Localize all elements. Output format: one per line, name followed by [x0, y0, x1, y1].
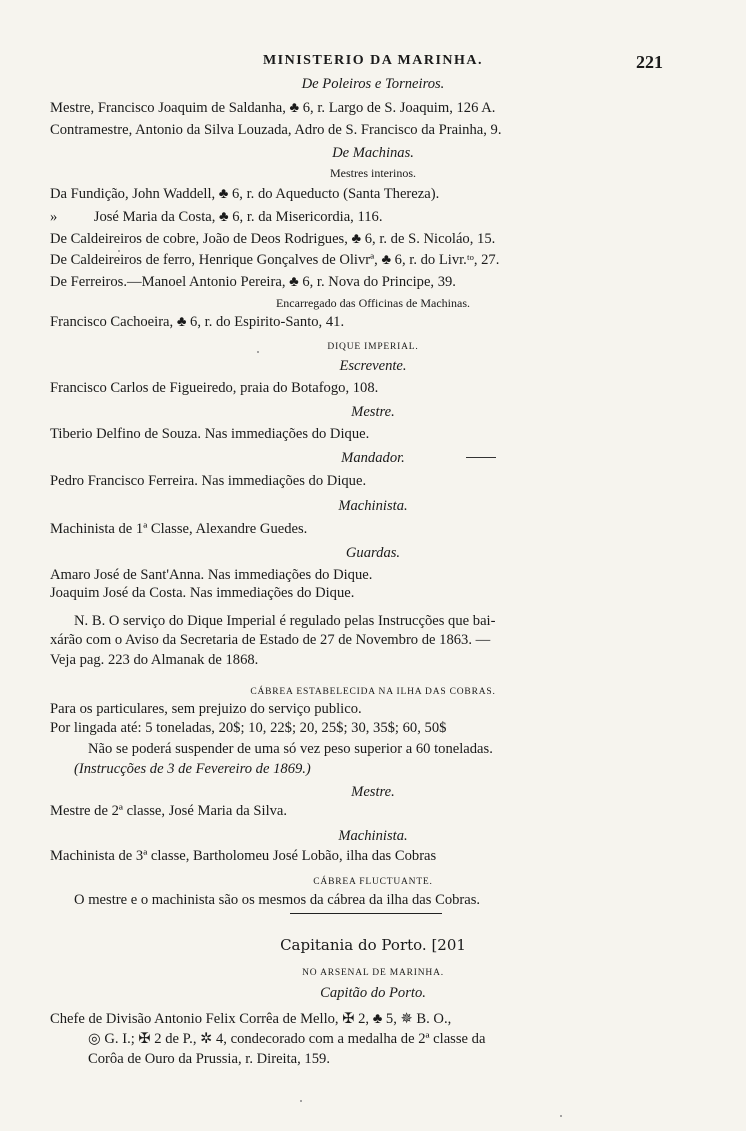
section-heading: CÁBREA ESTABELECIDA NA ILHA DAS COBRAS.: [250, 687, 496, 697]
text-line: Para os particulares, sem prejuizo do serviço publico.: [50, 701, 362, 717]
section-heading: De Poleiros e Torneiros.: [301, 76, 445, 92]
text-line: Da Fundição, John Waddell, ♣ 6, r. do Aqueducto (Santa Thereza).: [50, 186, 440, 202]
text-line: Pedro Francisco Ferreira. Nas immediações do Dique.: [50, 473, 367, 489]
text-line: Corôa de Ouro da Prussia, r. Direita, 159.: [88, 1051, 330, 1067]
role-heading: Guardas.: [345, 545, 401, 561]
note-line: xárão com o Aviso da Secretaria de Estado de 27 de Novembro de 1863. —: [50, 632, 491, 648]
text-line: O mestre e o machinista são os mesmos da cábrea da ilha das Cobras.: [74, 892, 481, 908]
role-heading: Mestre.: [351, 784, 395, 800]
text-line: Não se poderá suspender de uma só vez peso superior a 60 toneladas.: [88, 741, 493, 757]
role-heading: Capitão do Porto.: [320, 985, 426, 1001]
text-line: De Caldeireiros de cobre, João de Deos Rodrigues, ♣ 6, r. de S. Nicoláo, 15.: [50, 231, 496, 247]
text-line: Contramestre, Antonio da Silva Louzada, Adro de S. Francisco da Prainha, 9.: [50, 122, 502, 138]
text-line: (Instrucções de 3 de Fevereiro de 1869.): [74, 761, 311, 777]
role-heading: Machinista.: [338, 498, 408, 514]
text-line: Chefe de Divisão Antonio Felix Corrêa de Mello, ✠ 2, ♣ 5, ✵ B. O.,: [50, 1011, 452, 1027]
text-line: Francisco Cachoeira, ♣ 6, r. do Espirito-Santo, 41.: [50, 314, 345, 330]
role-heading: Mandador.: [341, 450, 405, 466]
role-heading: Escrevente.: [339, 358, 407, 374]
text-line: ◎ G. I.; ✠ 2 de P., ✲ 4, condecorado com a medalha de 2ª classe da: [88, 1031, 486, 1047]
section-rule: [290, 913, 442, 914]
text-line: Francisco Carlos de Figueiredo, praia do Botafogo, 108.: [50, 380, 379, 396]
page-number: 221: [636, 52, 663, 72]
role-heading: Mestre.: [351, 404, 395, 420]
paper-speck: [257, 351, 259, 353]
text-line: Joaquim José da Costa. Nas immediações do Dique.: [50, 585, 355, 601]
paper-speck: [300, 1100, 302, 1102]
section-heading: DIQUE IMPERIAL.: [327, 342, 419, 352]
text-line: Por lingada até: 5 toneladas, 20$; 10, 22$; 20, 25$; 30, 35$; 60, 50$: [50, 720, 447, 736]
note-line: Veja pag. 223 do Almanak de 1868.: [50, 652, 259, 668]
text-line: De Ferreiros.—Manoel Antonio Pereira, ♣ 6, r. Nova do Principe, 39.: [50, 274, 456, 290]
paper-speck: [560, 1115, 562, 1117]
text-line: Mestre de 2ª classe, José Maria da Silva.: [50, 803, 288, 819]
section-heading: CÁBREA FLUCTUANTE.: [313, 877, 433, 887]
text-line: Tiberio Delfino de Souza. Nas immediações do Dique.: [50, 426, 370, 442]
running-header: MINISTERIO DA MARINHA.: [262, 53, 484, 68]
role-heading: Machinista.: [338, 828, 408, 844]
paper-speck: [118, 250, 120, 252]
chapter-heading: Capitania do Porto. [201: [280, 936, 466, 954]
subheading: Encarregado das Officinas de Machinas.: [275, 296, 471, 310]
text-line: Mestre, Francisco Joaquim de Saldanha, ♣ 6, r. Largo de S. Joaquim, 126 A.: [50, 100, 496, 116]
divider: [466, 457, 496, 458]
section-heading: NO ARSENAL DE MARINHA.: [302, 968, 444, 978]
text-line: Amaro José de Sant'Anna. Nas immediações do Dique.: [50, 567, 373, 583]
section-heading: De Machinas.: [332, 145, 414, 161]
note-line: N. B. O serviço do Dique Imperial é regulado pelas Instrucções que bai-: [74, 613, 496, 629]
text-line: Machinista de 3ª classe, Bartholomeu José Lobão, ilha das Cobras: [50, 848, 437, 864]
text-line: » José Maria da Costa, ♣ 6, r. da Misericordia, 116.: [50, 209, 383, 225]
subheading: Mestres interinos.: [330, 166, 416, 180]
text-line: Machinista de 1ª Classe, Alexandre Guedes.: [50, 521, 308, 537]
text-line: De Caldeireiros de ferro, Henrique Gonçalves de Olivrª, ♣ 6, r. do Livr.ᵗᵒ, 27.: [50, 252, 500, 268]
